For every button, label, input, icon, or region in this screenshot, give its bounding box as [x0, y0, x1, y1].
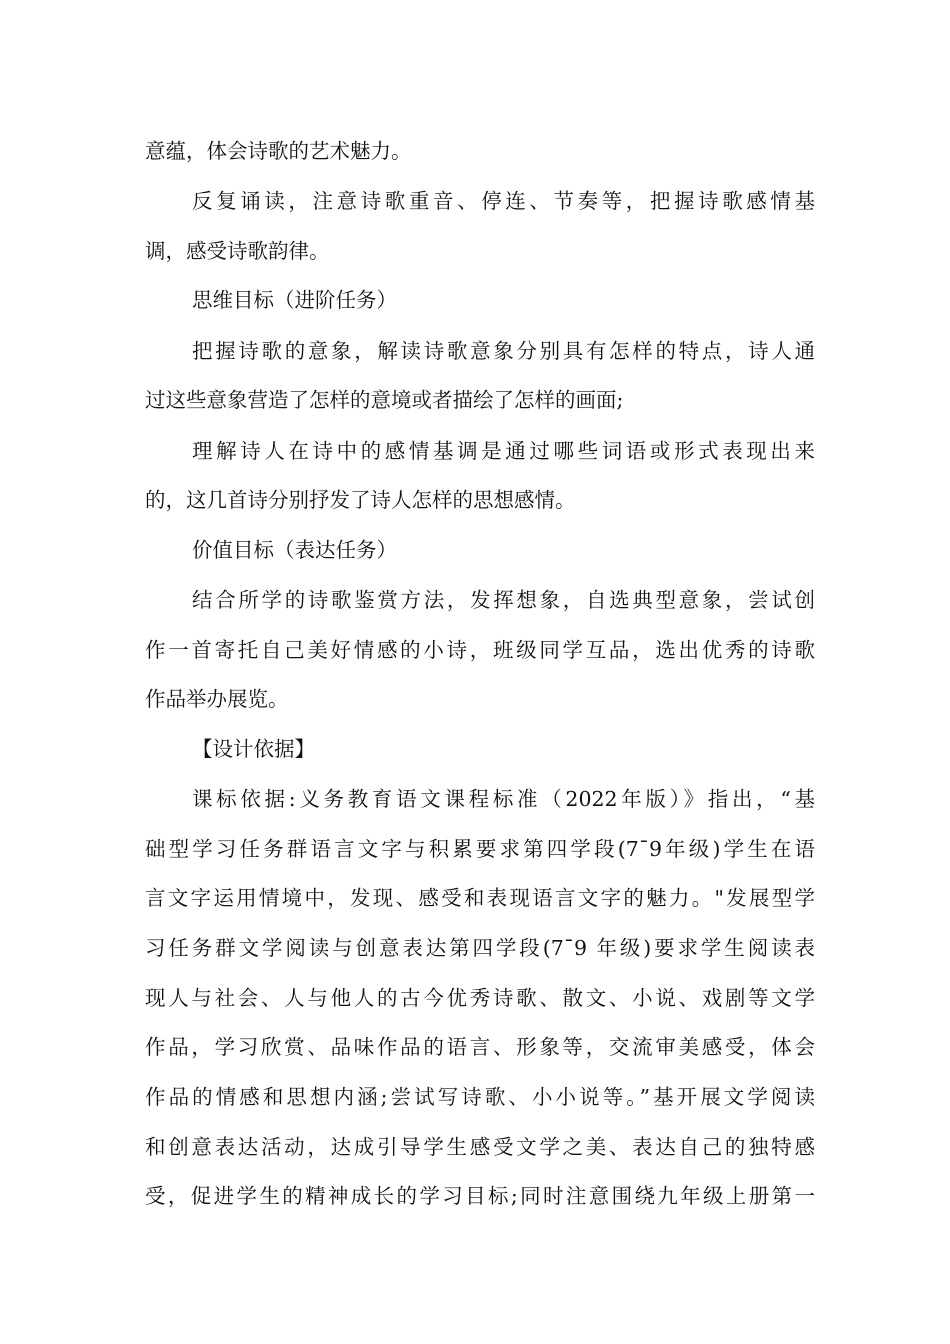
heading-thinking-goal: 思维目标（进阶任务）: [192, 288, 397, 312]
heading-value-goal: 价值目标（表达任务）: [192, 538, 397, 562]
text-line-2: 反复诵读，注意诗歌重音、停连、节奏等，把握诗歌感情基: [192, 189, 815, 213]
text-line-16: 言文字运用情境中，发现、感受和表现语言文字的魅力。"发展型学: [145, 886, 815, 910]
text-line-6: 过这些意象营造了怎样的意境或者描绘了怎样的画面;: [145, 388, 624, 412]
text-line-21: 和创意表达活动，达成引导学生感受文学之美、表达自己的独特感: [145, 1135, 815, 1159]
text-line-10: 结合所学的诗歌鉴赏方法，发挥想象，自选典型意象，尝试创: [192, 588, 815, 612]
text-line-3: 调，感受诗歌韵律。: [145, 239, 330, 263]
text-line-5: 把握诗歌的意象，解读诗歌意象分别具有怎样的特点，诗人通: [192, 339, 815, 363]
text-line-22: 受，促进学生的精神成长的学习目标;同时注意围绕九年级上册第一: [145, 1184, 815, 1208]
text-line-11: 作一首寄托自己美好情感的小诗，班级同学互品，选出优秀的诗歌: [145, 638, 815, 662]
text-line-15: 础型学习任务群语言文字与积累要求第四学段(7¯9年级)学生在语: [145, 837, 815, 861]
heading-design-basis: 【设计依据】: [192, 737, 315, 761]
text-line-17: 习任务群文学阅读与创意表达第四学段(7¯9 年级)要求学生阅读表: [145, 936, 815, 960]
text-line-19: 作品，学习欣赏、品味作品的语言、形象等，交流审美感受，体会: [145, 1035, 815, 1059]
text-line-18: 现人与社会、人与他人的古今优秀诗歌、散文、小说、戏剧等文学: [145, 986, 815, 1010]
text-line-20: 作品的情感和思想内涵;尝试写诗歌、小小说等。”基开展文学阅读: [145, 1085, 815, 1109]
text-line-7: 理解诗人在诗中的感情基调是通过哪些词语或形式表现出来: [192, 439, 815, 463]
text-line-14: 课标依据:义务教育语文课程标准（2022年版）》指出，“基: [192, 787, 815, 811]
text-line-12: 作品举办展览。: [145, 687, 289, 711]
text-line-1: 意蕴，体会诗歌的艺术魅力。: [145, 139, 412, 163]
text-line-8: 的，这几首诗分别抒发了诗人怎样的思想感情。: [145, 488, 576, 512]
